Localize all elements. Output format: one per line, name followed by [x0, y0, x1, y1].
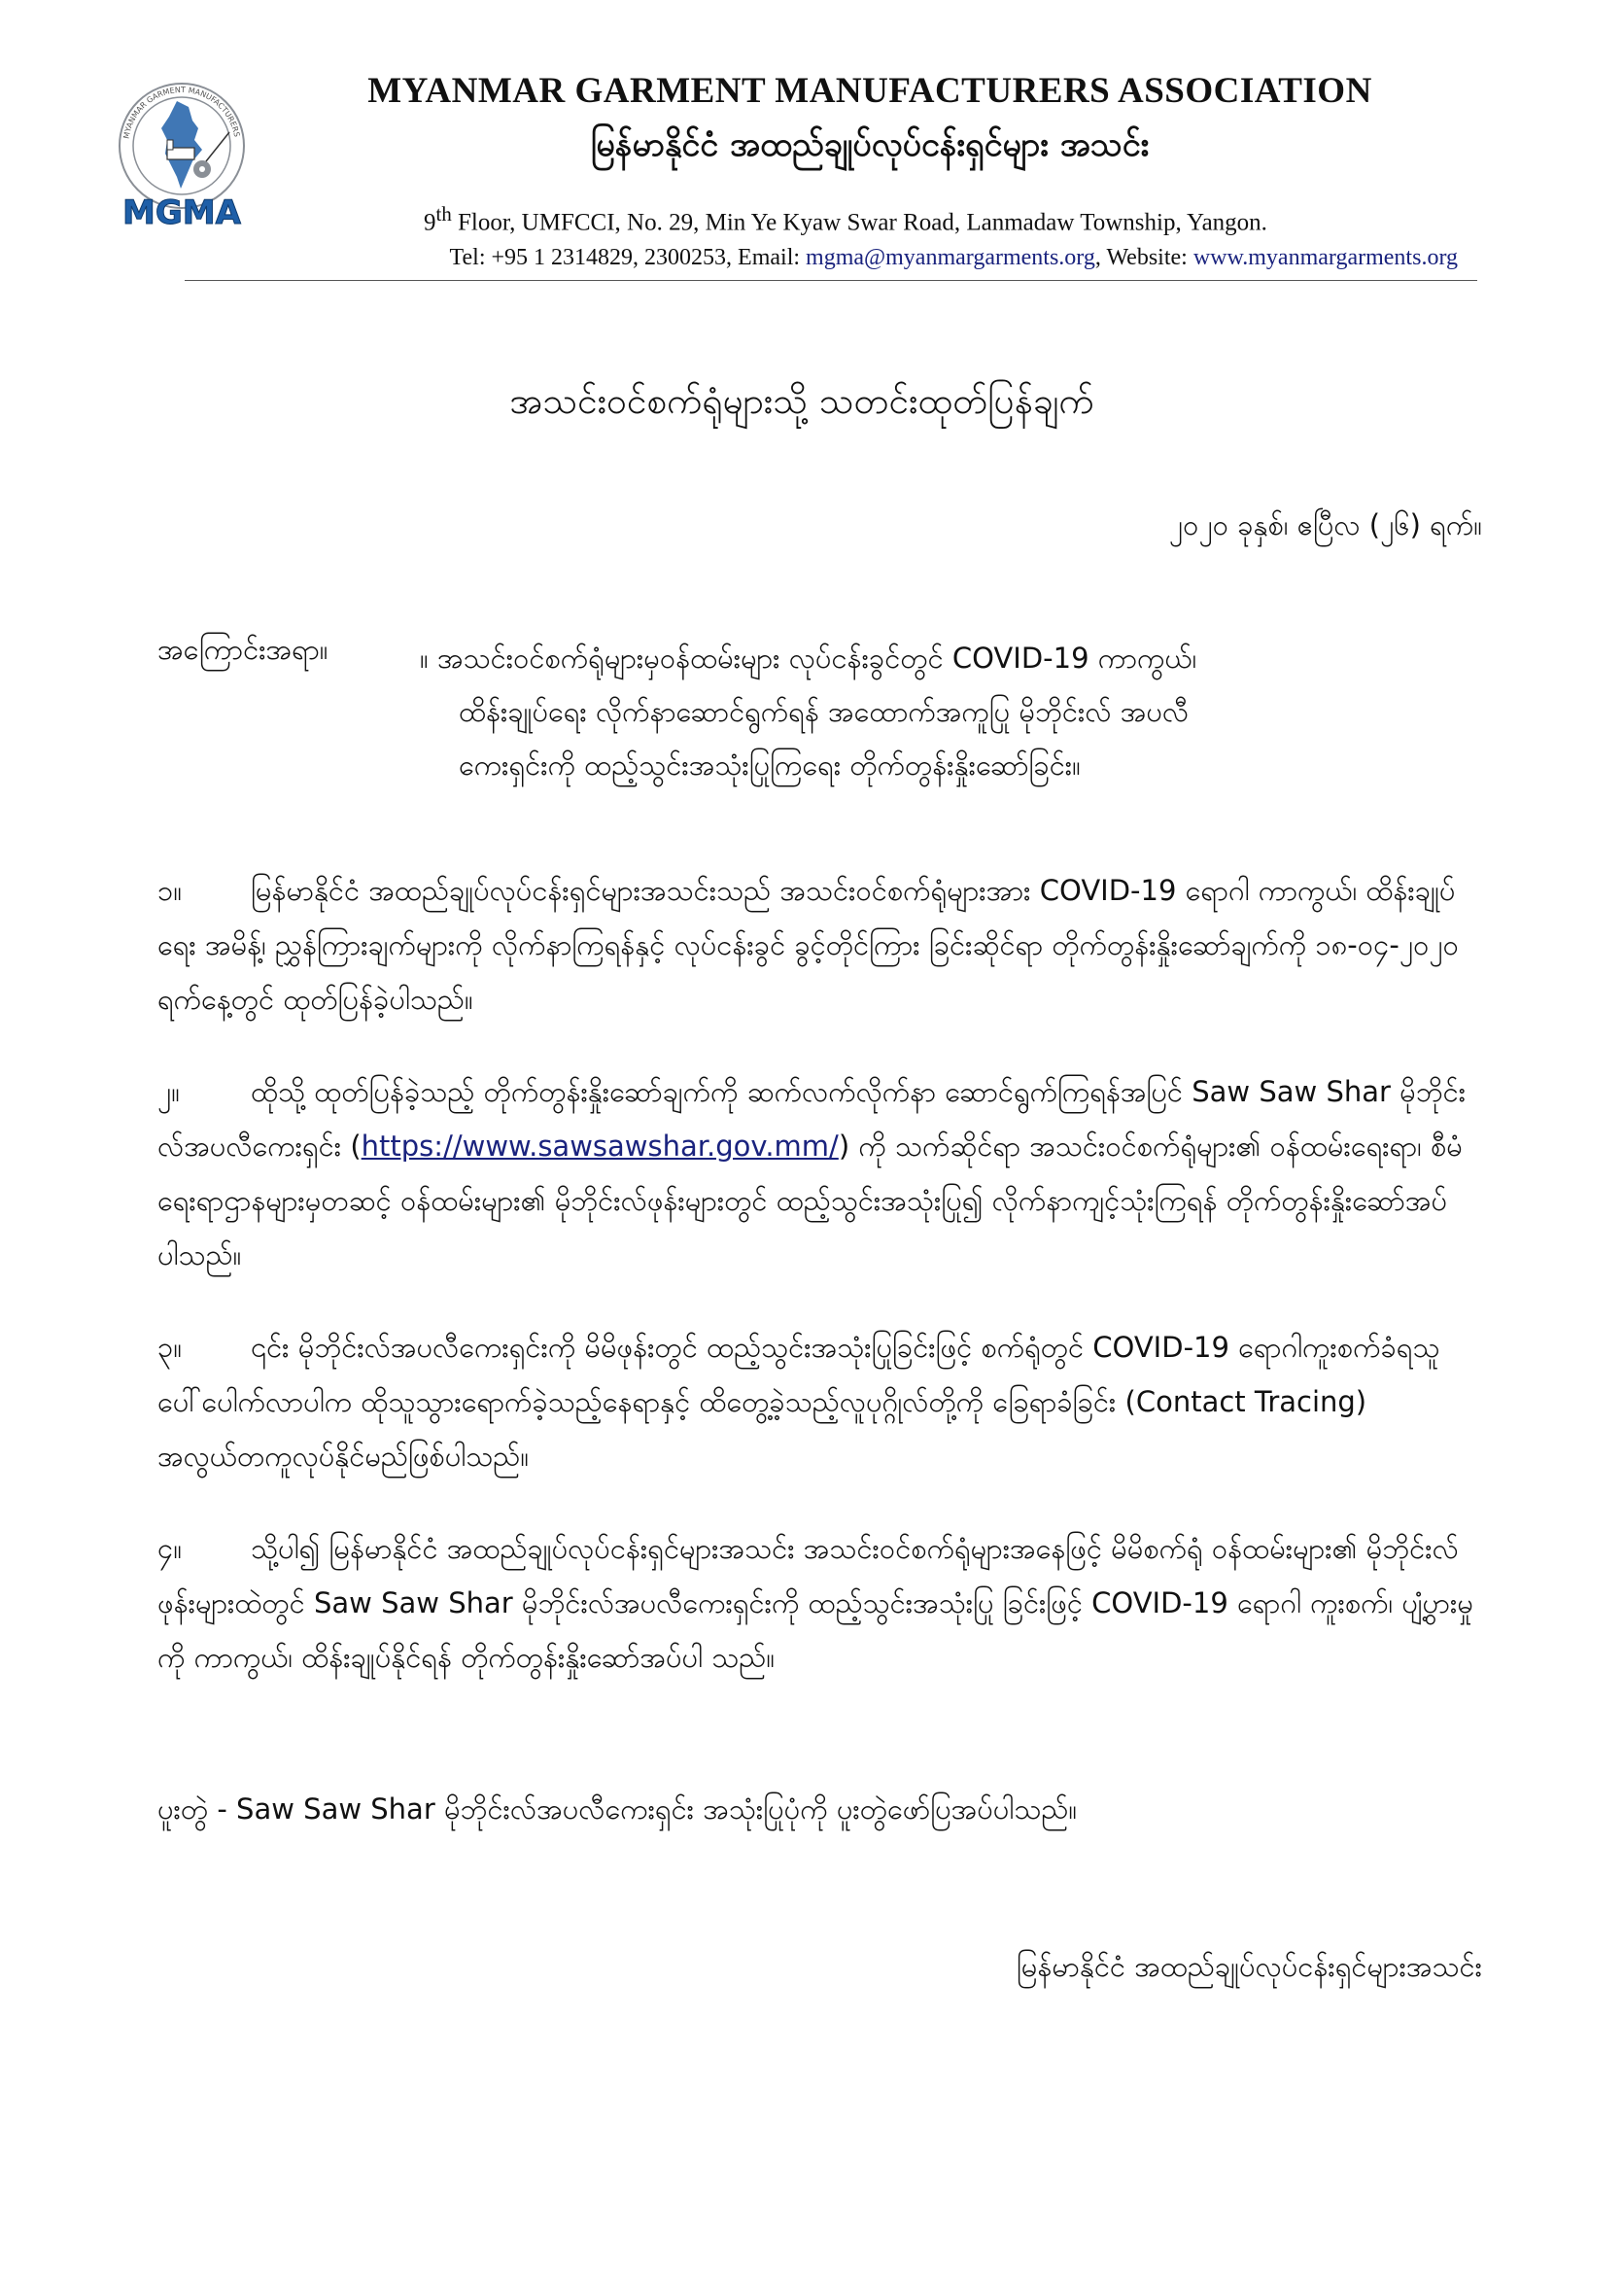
- signoff: မြန်မာနိုင်ငံ အထည်ချုပ်လုပ်ငန်းရှင်များအသင်း: [1016, 1950, 1482, 1983]
- subject-body: [420, 632, 1479, 792]
- paragraph-2-text-a: ထိုသို့ ထုတ်ပြန်ခဲ့သည့် တိုက်တွန်းနှိုးဆော်ချက်ကို ဆက်လက်လိုက်နာ ဆောင်ရွက်ကြရန်အပြင် Saw Saw Shar မိုဘိုင်းလ်အပလီကေးရှင်း (: [157, 1075, 1467, 1163]
- website-label: , Website:: [1094, 245, 1193, 270]
- address-floor: 9: [424, 209, 436, 236]
- paragraph-2-number: ၂။: [157, 1075, 181, 1108]
- logo-ring-text: MYANMAR GARMENT MANUFACTURERS: [121, 85, 242, 140]
- paragraph-1-number: ၁။: [157, 874, 183, 907]
- document-title: အသင်းဝင်စက်ရုံများသို့ သတင်းထုတ်ပြန်ချက်: [509, 380, 1094, 422]
- paragraph-4-number: ၄။: [157, 1532, 183, 1565]
- attachment-note: ပူးတွဲ - Saw Saw Shar မိုဘိုင်းလ်အပလီကေးရှင်း အသုံးပြုပုံကို ပူးတွဲဖော်ပြအပ်ပါသည်။: [157, 1792, 1078, 1826]
- contact-line: [233, 245, 1458, 271]
- paragraph-1: [157, 863, 1481, 1026]
- subject-line-1: ။ အသင်းဝင်စက်ရုံများမှဝန်ထမ်းများ လုပ်ငန်းခွင်တွင် COVID-19 ကာကွယ်၊: [420, 642, 1197, 675]
- subject-line-2: ထိန်းချုပ်ရေး လိုက်နာဆောင်ရွက်ရန် အထောက်အကူပြု မိုဘိုင်းလ် အပလီ: [459, 695, 1190, 728]
- paragraph-3-number: ၃။: [157, 1331, 183, 1364]
- subject-line-3: ကေးရှင်းကို ထည့်သွင်းအသုံးပြုကြရေး တိုက်တွန်းနှိုးဆော်ခြင်း။: [459, 748, 1081, 782]
- document-date: ၂၀၂၀ ခုနှစ်၊ ဧပြီလ (၂၆) ရက်။: [1168, 508, 1482, 541]
- paragraph-3-text: ၎င်း မိုဘိုင်းလ်အပလီကေးရှင်းကို မိမိဖုန်းတွင် ထည့်သွင်းအသုံးပြုခြင်းဖြင့် စက်ရုံတွင် COVID-19 ရောဂါကူးစက်ခံရသူ ပေါ်ပေါက်လာပါက ထိုသူသွားရောက်ခဲ့သည့်နေရာနှင့် ထိတွေ့ခဲ့သည့်လူပုဂ္ဂိုလ်တို့ကို ခြေရာခံခြင်း (Contact Tracing) အလွယ်တကူလုပ်နိုင်မည်ဖြစ်ပါသည်။: [157, 1331, 1440, 1473]
- mgma-logo: [109, 60, 255, 240]
- org-name-myanmar: မြန်မာနိုင်ငံ အထည်ချုပ်လုပ်ငန်းရှင်များ အသင်း: [590, 125, 1150, 164]
- paragraph-4-text: သို့ပါ၍ မြန်မာနိုင်ငံ အထည်ချုပ်လုပ်ငန်းရှင်များအသင်း အသင်းဝင်စက်ရုံများအနေဖြင့် မိမိစက်ရုံ ဝန်ထမ်းများ၏ မိုဘိုင်းလ်ဖုန်းများထဲတွင် Saw Saw Shar မိုဘိုင်းလ်အပလီကေးရှင်းကို ထည့်သွင်းအသုံးပြု ခြင်းဖြင့် COVID-19 ရောဂါ ကူးစက်၊ ပျံ့ပွားမှုကို ကာကွယ်၊ ထိန်းချုပ်နိုင်ရန် တိုက်တွန်းနှိုးဆော်အပ်ပါ သည်။: [157, 1532, 1473, 1674]
- tel-text: Tel: +95 1 2314829, 2300253, Email:: [449, 245, 807, 270]
- org-name-english: MYANMAR GARMENT MANUFACTURERS ASSOCIATION: [367, 71, 1372, 111]
- website-link[interactable]: www.myanmargarments.org: [1192, 245, 1458, 270]
- paragraph-3: [157, 1320, 1481, 1483]
- paragraph-1-text: မြန်မာနိုင်ငံ အထည်ချုပ်လုပ်ငန်းရှင်များအသင်းသည် အသင်းဝင်စက်ရုံများအား COVID-19 ရောဂါ ကာကွယ်၊ ထိန်းချုပ်ရေး အမိန့်၊ ညွှန်ကြားချက်များကို လိုက်နာကြရန်နှင့် လုပ်ငန်းခွင် ခွင့်တိုင်ကြား ခြင်းဆိုင်ရာ တိုက်တွန်းနှိုးဆော်ချက်ကို ၁၈-၀၄-၂၀၂၀ ရက်နေ့တွင် ထုတ်ပြန်ခဲ့ပါသည်။: [157, 874, 1459, 1016]
- header-divider: [185, 280, 1477, 281]
- subject-label: အကြောင်းအရာ။: [157, 633, 328, 666]
- paragraph-2: [157, 1064, 1481, 1282]
- logo-text: MGMA: [122, 193, 241, 232]
- paragraph-2-text-b: ) ကို သက်ဆိုင်ရာ အသင်းဝင်စက်ရုံများ၏ ဝန်ထမ်းရေးရာ၊ စီမံရေးရာဌာနများမှတဆင့် ဝန်ထမ်းများ၏ မိုဘိုင်းလ်ဖုန်းများတွင် ထည့်သွင်းအသုံးပြု၍ လိုက်နာကျင့်သုံးကြရန် တိုက်တွန်းနှိုးဆော်အပ်ပါသည်။: [157, 1130, 1463, 1271]
- address-line: [243, 202, 1448, 236]
- address-rest: Floor, UMFCCI, No. 29, Min Ye Kyaw Swar Road, Lanmadaw Township, Yangon.: [451, 209, 1267, 236]
- email-link[interactable]: mgma@myanmargarments.org: [806, 245, 1095, 270]
- paragraph-4: [157, 1521, 1481, 1685]
- sawsawshar-link[interactable]: https://www.sawsawshar.gov.mm/: [361, 1130, 839, 1163]
- address-floor-suffix: th: [435, 202, 452, 226]
